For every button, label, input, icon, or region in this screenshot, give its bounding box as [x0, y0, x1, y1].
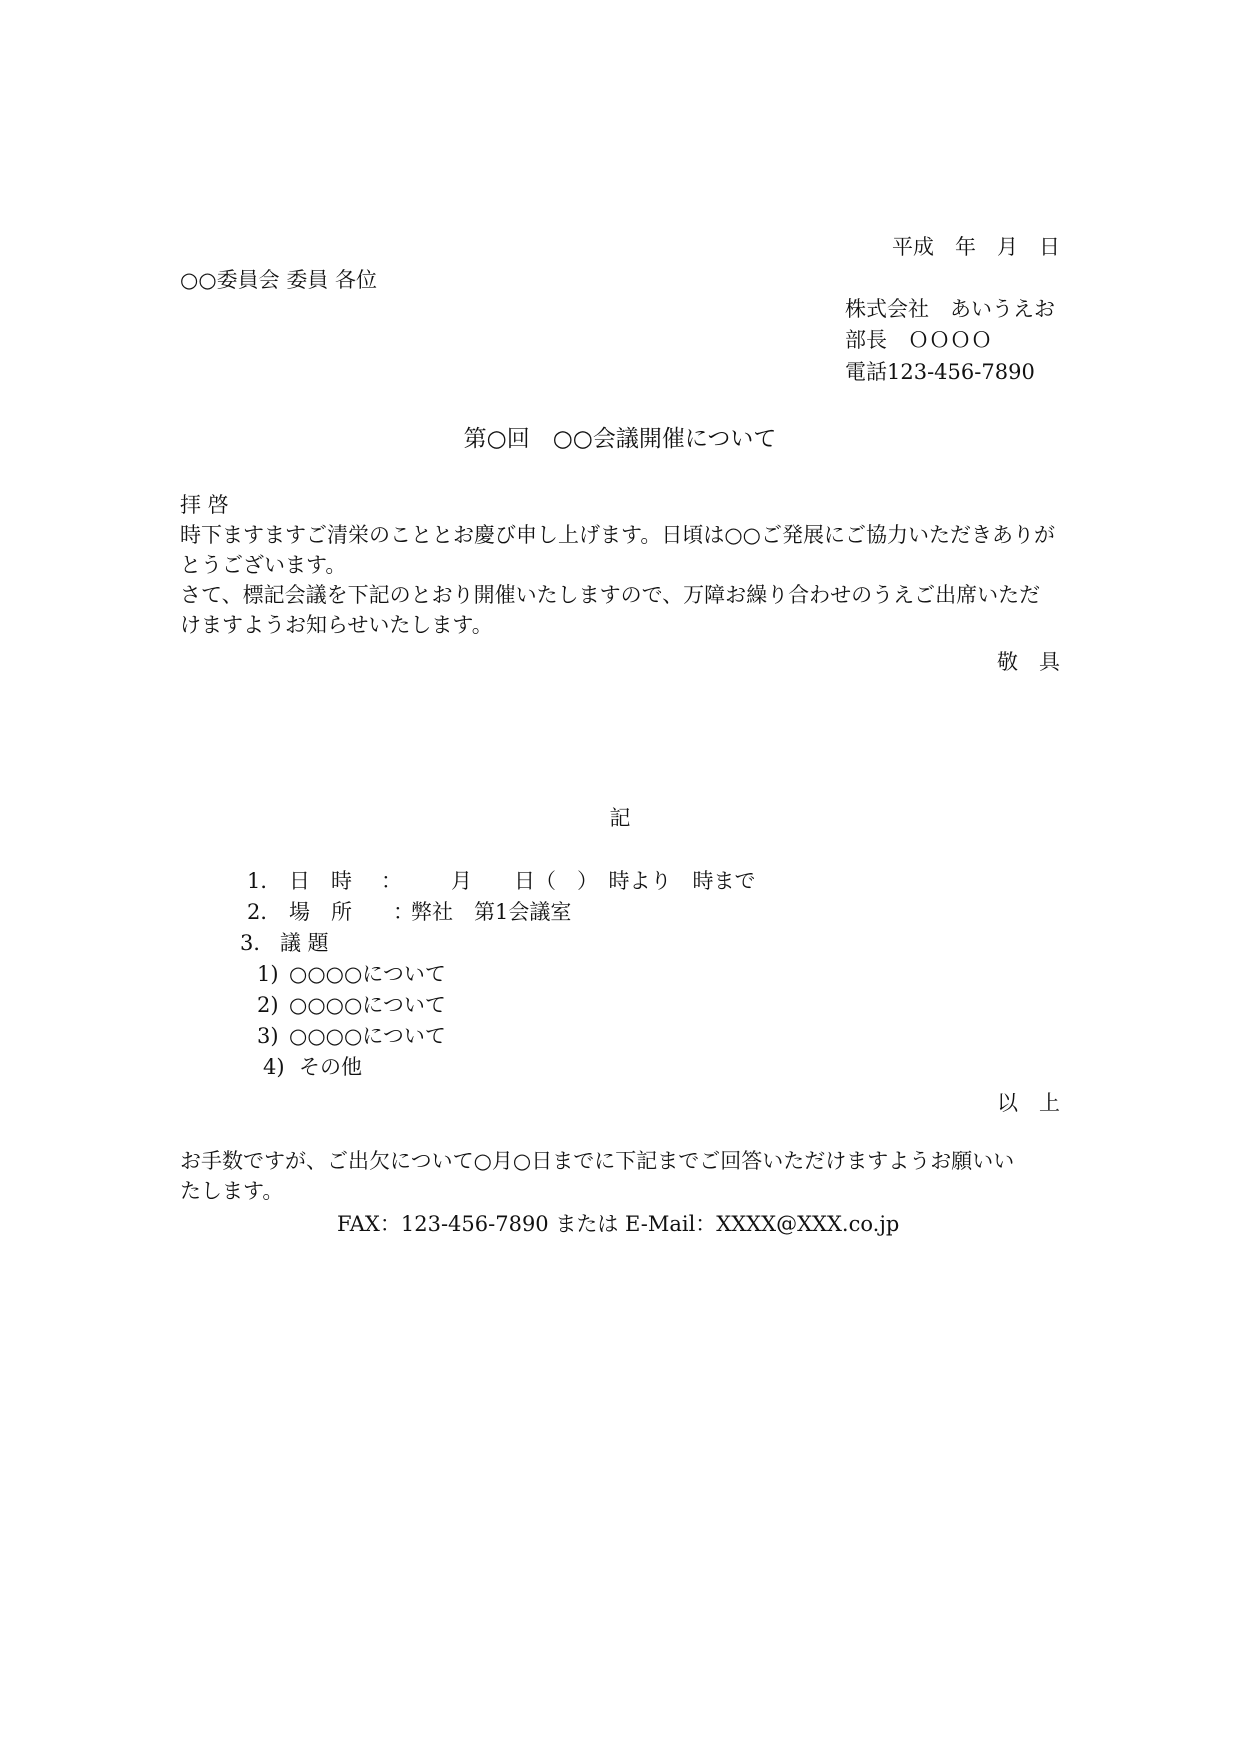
record-label: 場 所 [289, 900, 352, 924]
footer-request: お手数ですが、ご出欠について○月○日までに下記までご回答いただけますようお願いいたします。 [180, 1149, 1015, 1203]
agenda-text: ○○○○について [289, 1024, 446, 1048]
closing-mark: 敬 具 [997, 650, 1060, 674]
agenda-text: その他 [299, 1055, 362, 1079]
record-value: 月 日（ ） 時より 時まで [409, 869, 756, 893]
record-number: 2． [247, 900, 282, 924]
date-line: 平成 年 月 日 [892, 235, 1060, 259]
record-label: 議 題 [280, 931, 329, 955]
sender-phone: 電話123-456-7890 [845, 360, 1035, 384]
record-number: 3． [240, 931, 275, 955]
agenda-number: 4) [263, 1055, 285, 1079]
record-item-datetime [247, 866, 756, 896]
agenda-item [257, 990, 446, 1020]
record-separator: ： [393, 900, 414, 924]
body-paragraph-1: 時下ますますご清栄のこととお慶び申し上げます。日頃は○○ご発展にご協力いただきありがとうございます。 [180, 523, 1055, 577]
salutation: 拝 啓 [180, 493, 229, 517]
record-separator: ： [381, 869, 402, 893]
agenda-item [263, 1052, 362, 1082]
agenda-text: ○○○○について [289, 962, 446, 986]
body-paragraph-2: さて、標記会議を下記のとおり開催いたしますので、万障お繰り合わせのうえご出席いただけますようお知らせいたします。 [180, 583, 1041, 637]
end-mark: 以 上 [997, 1091, 1060, 1115]
record-item-agenda [240, 928, 329, 958]
agenda-number: 3) [257, 1024, 279, 1048]
agenda-number: 1) [257, 962, 279, 986]
agenda-item [257, 1021, 446, 1051]
record-item-place [247, 897, 571, 927]
document-title: 第○回 ○○会議開催について [463, 426, 777, 452]
sender-name: 部長 ＯＯＯＯ [845, 328, 992, 352]
sender-company: 株式会社 あいうえお [845, 297, 1055, 321]
agenda-number: 2) [257, 993, 279, 1017]
body-text [180, 520, 1060, 640]
record-number: 1． [247, 869, 282, 893]
agenda-item [257, 959, 446, 989]
recipient-line: ○○委員会 委員 各位 [180, 268, 377, 292]
record-heading: 記 [609, 806, 631, 830]
agenda-text: ○○○○について [289, 993, 446, 1017]
record-label: 日 時 [289, 869, 352, 893]
footer-contact: FAX：123-456-7890 または E-Mail：XXXX@XXX.co.jp [337, 1212, 900, 1236]
record-value: 弊社 第1会議室 [411, 900, 572, 924]
